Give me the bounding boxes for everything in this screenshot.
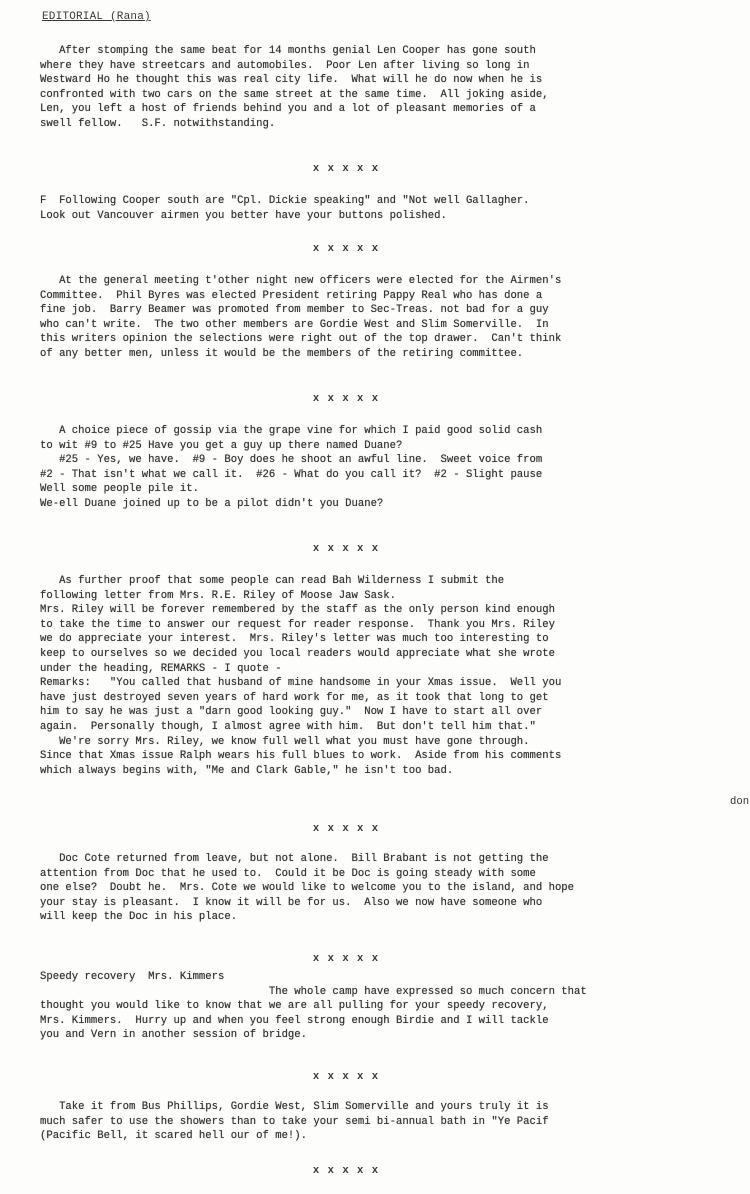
- editorial-heading: EDITORIAL (Rana): [42, 11, 151, 23]
- paragraph-airmens-committee: At the general meeting t'other night new officers were elected for the Airmen's Committee. Phil Byres was elected President retiring Pappy Real who has done a fine job. Barry Beamer was promoted from member to Sec-Treas. not bad for a guy who can't write. The two other members are Gordie West and Slim Somerville. In this writers opinion the selections were right out of the top drawer. Can't think of any better men, unless it would be the members of the retiring committee.: [40, 275, 562, 360]
- section-separator: x x x x x: [312, 823, 380, 835]
- paragraph-doc-cote: Doc Cote returned from leave, but not alone. Bill Brabant is not getting the attention from Doc that he used to. Could it be Doc is going steady with some one else? Doubt he. Mrs. Cote we would like to welcome you to the island, and hope your stay is pleasant. I know it will be for us. Also we now have someone who will keep the Doc in his place.: [40, 853, 575, 924]
- paragraph-following-cooper: F Following Cooper south are "Cpl. Dickie speaking" and "Not well Gallagher. Look out Vancouver airmen you better have your buttons polished.: [40, 195, 530, 222]
- paragraph-speedy-recovery: Speedy recovery Mrs. Kimmers The whole camp have expressed so much concern that thought you would like to know that we are all pulling for your speedy recovery, Mrs. Kimmers. Hurry up and when you feel strong enough Birdie and I will tackle you and Vern in another session of bridge.: [40, 971, 587, 1042]
- section-separator: x x x x x: [312, 393, 380, 405]
- paragraph-riley-letter: As further proof that some people can read Bah Wilderness I submit the following letter from Mrs. R.E. Riley of Moose Jaw Sask. Mrs. Riley will be forever remembered by the staff as the only person kind enough to take the time to answer our request for reader response. Thank you Mrs. Riley we do appreciate your interest. Mrs. Riley's letter was much too interesting to keep to ourselves so we decided you local readers would appreciate what she wrote under the heading, REMARKS - I quote - Remarks: "You called that husband of mine handsome in your Xmas issue. Well you have just destroyed seven years of hard work for me, as it took that long to get him to say he was just a "darn good looking guy." Now I have to start all over again. Personally though, I almost agree with him. But don't tell him that." We're sorry Mrs. Riley, we know full well what you must have gone through. Since that Xmas issue Ralph wears his full blues to work. Aside from his comments which always begins with, "Me and Clark Gable," he isn't too bad.: [40, 575, 562, 777]
- paragraph-len-cooper: After stomping the same beat for 14 months genial Len Cooper has gone south where they have streetcars and automobiles. Poor Len after living so long in Westward Ho he thought this was real city life. What will he do now when he is confronted with two cars on the same street at the same time. All joking aside, Len, you left a host of friends behind you and a lot of pleasant memories of a swell fellow. S.F. notwithstanding.: [40, 45, 549, 130]
- section-separator: x x x x x: [312, 243, 380, 255]
- paragraph-gossip: A choice piece of gossip via the grape vine for which I paid good solid cash to wit #9 to #25 Have you get a guy up there named Duane? #25 - Yes, we have. #9 - Boy does he shoot an awful line. Sweet voice from #2 - That isn't what we call it. #26 - What do you call it? #2 - Slight pause Well some people pile it. We-ell Duane joined up to be a pilot didn't you Duane?: [40, 425, 543, 510]
- section-separator: x x x x x: [312, 1165, 380, 1177]
- margin-overflow-text: don: [730, 796, 750, 808]
- section-separator: x x x x x: [312, 1071, 380, 1083]
- section-separator: x x x x x: [312, 543, 380, 555]
- section-separator: x x x x x: [312, 953, 380, 965]
- section-separator: x x x x x: [312, 163, 380, 175]
- paragraph-showers: Take it from Bus Phillips, Gordie West, Slim Somerville and yours truly it is much safer to use the showers than to take your semi bi-annual bath in "Ye Pacif (Pacific Bell, it scared hell our of me!).: [40, 1101, 549, 1143]
